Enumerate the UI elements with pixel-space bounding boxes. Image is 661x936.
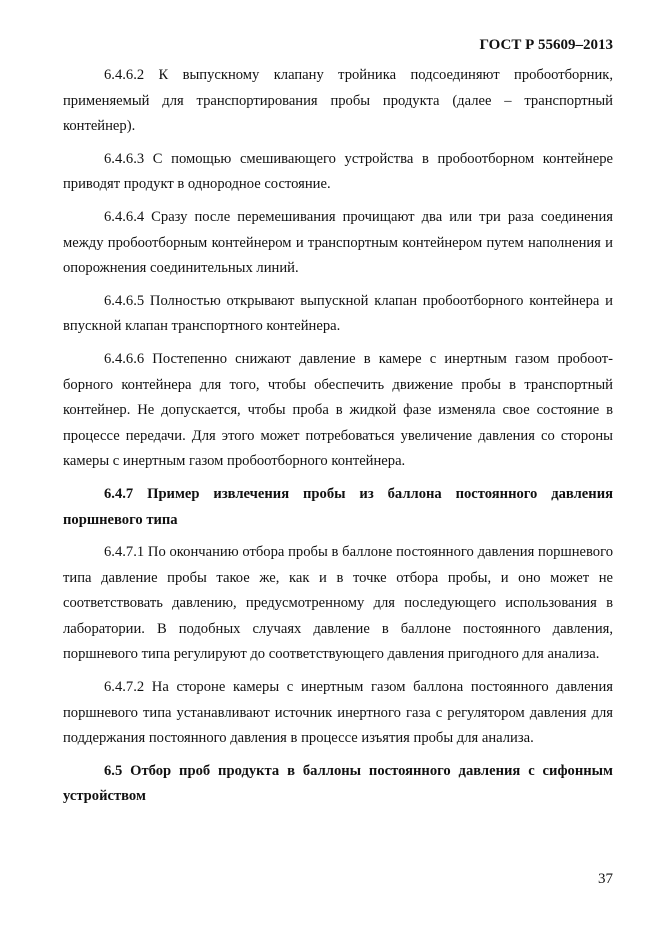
document-header: ГОСТ Р 55609–2013 — [479, 37, 613, 53]
paragraph-6-4-6-3: 6.4.6.3 С помощью смешивающего устройства в пробоотборном контейнере приводят продукт в однородное состояние. — [63, 150, 613, 193]
paragraph-6-4-6-5: 6.4.6.5 Полностью открывают выпускной клапан пробоотборного контейнера и впускной клапан транспортного контейнера. — [63, 292, 613, 335]
paragraph-6-4-7-2: 6.4.7.2 На стороне камеры с инертным газом баллона постоянного давления поршневого типа устанавливают источник инертного газа с регулятором давления для поддержания постоянного давления в процессе изъятия пробы для анализа. — [63, 679, 613, 747]
paragraph-6-4-6-2: 6.4.6.2 К выпускному клапану тройника подсоединяют пробоотборник, применяемый для транспортирования пробы продукта (далее – транспортный контейнер). — [63, 67, 613, 135]
page-number: 37 — [598, 871, 613, 887]
paragraph-6-4-6-6: 6.4.6.6 Постепенно снижают давление в камере с инертным газом пробоотборного контейнера для того, чтобы обеспечить движение пробы в транспортный контейнер. Не допускается, чтобы проба в жидкой фазе изменяла свое состояние в процессе передачи. Для этого может потребоваться увеличение давления со стороны камеры с инертным газом пробоотборного контейнера. — [63, 350, 613, 470]
paragraph-6-4-7-1: 6.4.7.1 По окончанию отбора пробы в баллоне постоянного давления поршневого типа давление пробы такое же, как и в точке отбора пробы, и оно может не соответствовать давлению, предусмотренному для последующего использования в лаборатории. В подобных случаях давление в баллоне постоянного давления, поршневого типа регулируют до соответствующего давления пригодного для анализа. — [63, 544, 613, 663]
paragraph-6-4-6-4: 6.4.6.4 Сразу после перемешивания прочищают два или три раза соединения между пробоотборным контейнером и транспортным контейнером путем наполнения и опорожнения соединительных линий. — [63, 208, 613, 277]
section-heading-6-5: 6.5 Отбор проб продукта в баллоны постоянного давления с сифонным устройством — [63, 762, 613, 805]
section-heading-6-4-7: 6.4.7 Пример извлечения пробы из баллона постоянного давления поршневого типа — [63, 485, 613, 528]
document-body — [63, 63, 613, 817]
